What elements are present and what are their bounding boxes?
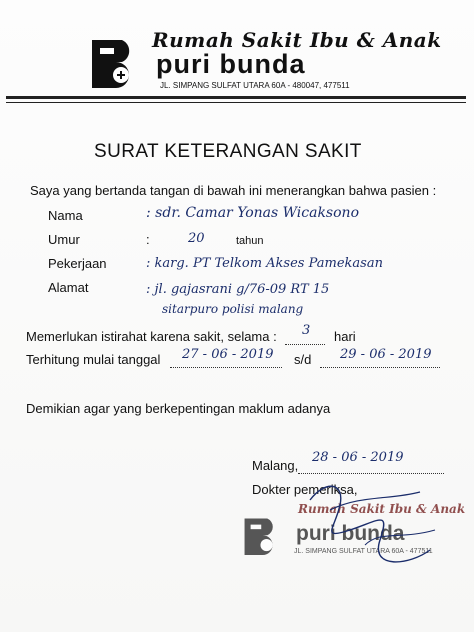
field-unit-umur: tahun (236, 235, 264, 247)
period-start-value: 27 - 06 - 2019 (182, 347, 274, 362)
rest-suffix: hari (334, 329, 356, 344)
rest-prefix: Memerlukan istirahat karena sakit, selama : (26, 329, 277, 344)
sign-place: Malang, (252, 458, 299, 473)
hospital-address: JL. SIMPANG SULFAT UTARA 60A - 480047, 477511 (160, 81, 350, 90)
stamp-brand: puri bunda (296, 522, 405, 545)
field-value-alamat-line2: sitarpuro polisi malang (162, 302, 304, 316)
period-end-value: 29 - 06 - 2019 (340, 347, 432, 362)
field-label-umur: Umur (48, 232, 80, 247)
brand-name: puri bunda (156, 49, 306, 79)
header-rule-thin (6, 102, 466, 103)
period-sd: s/d (294, 352, 312, 367)
field-value-pekerjaan: : karg. PT Telkom Akses Pamekasan (146, 256, 383, 271)
document-title: SURAT KETERANGAN SAKIT (94, 141, 362, 162)
sign-role: Dokter pemeriksa, (252, 482, 358, 497)
intro-text: Saya yang bertanda tangan di bawah ini menerangkan bahwa pasien : (30, 183, 437, 198)
hospital-name-script: Rumah Sakit Ibu & Anak (152, 28, 442, 52)
stamp-address: JL. SIMPANG SULFAT UTARA 60A - 477511 (294, 548, 433, 555)
rest-days-value: 3 (302, 323, 311, 338)
header-rule-thick (6, 96, 466, 99)
sign-date-value: 28 - 06 - 2019 (312, 450, 404, 465)
field-label-nama: Nama (48, 208, 83, 223)
closing-text: Demikian agar yang berkepentingan maklum adanya (26, 401, 331, 416)
field-value-umur: 20 (188, 231, 205, 246)
field-value-alamat-line1: : jl. gajasrani g/76-09 RT 15 (146, 282, 330, 297)
stamp-hospital-script: Rumah Sakit Ibu & Anak (298, 502, 466, 516)
doctor-signature (270, 470, 450, 580)
field-label-pekerjaan: Pekerjaan (48, 256, 107, 271)
period-prefix: Terhitung mulai tanggal (26, 352, 161, 367)
field-colon-umur: : (146, 232, 150, 247)
field-value-nama: : sdr. Camar Yonas Wicaksono (146, 205, 359, 221)
hospital-logo-icon (86, 36, 144, 90)
field-label-alamat: Alamat (48, 280, 89, 295)
